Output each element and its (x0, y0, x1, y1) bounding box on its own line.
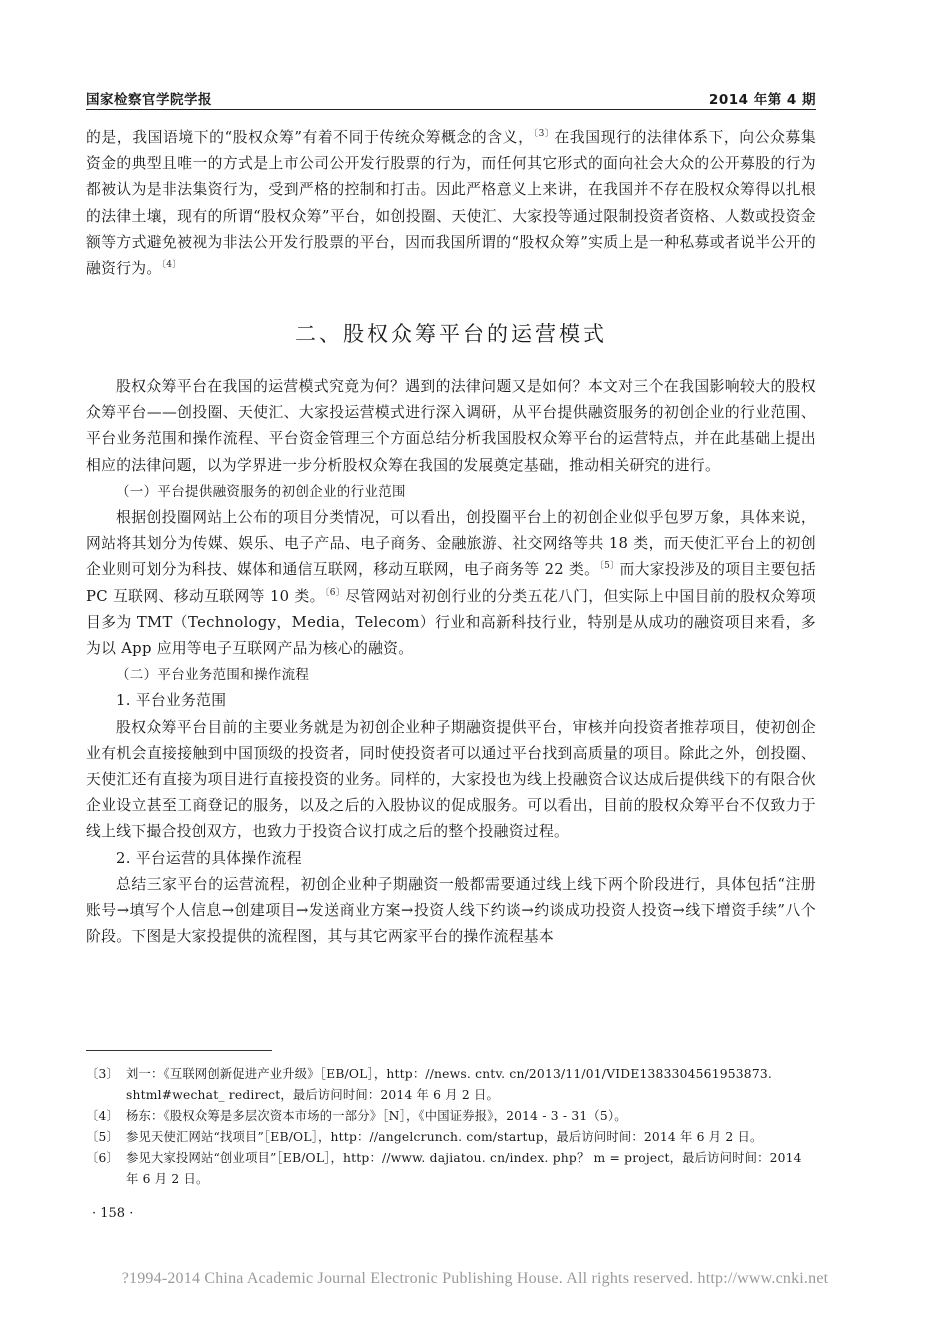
paragraph-process: 总结三家平台的运营流程，初创企业种子期融资一般都需要通过线上线下两个阶段进行，具体包括“注册账号→填写个人信息→创建项目→发送商业方案→投资人线下约谈→约谈成功投资人投资→线下增资手续”八个阶段。下图是大家投提供的流程图，其与其它两家平台的操作流程基本 (86, 875, 816, 946)
copyright-footer: ?1994-2014 China Academic Journal Electronic Publishing House. All rights reserved. http://www.cnki.net (121, 1270, 829, 1287)
paragraph-industry (86, 505, 816, 662)
footnote-ref-3[interactable]: 〔3〕 (533, 129, 555, 140)
footnotes (86, 1064, 816, 1190)
footnote-number: 〔6〕 (86, 1151, 120, 1165)
subheading-platform-business: 1. 平台业务范围 (116, 692, 227, 710)
journal-name: 国家检察官学院学报 (86, 92, 212, 108)
footnote-text: 杨东：《股权众筹是多层次资本市场的一部分》［N］，《中国证券报》，2014 - 3 - 31（5）。 (126, 1109, 627, 1123)
paragraph-overview: 股权众筹平台在我国的运营模式究竟为何？遇到的法律问题又是如何？本文对三个在我国影响较大的股权众筹平台——创投圈、天使汇、大家投运营模式进行深入调研，从平台提供融资服务的初创企业的行业范围、平台业务范围和操作流程、平台资金管理三个方面总结分析我国股权众筹平台的运营特点，并在此基础上提出相应的法律问题，以为学界进一步分析股权众筹在我国的发展奠定基础，推动相关研究的进行。 (86, 378, 816, 474)
footnote-item (86, 1148, 816, 1190)
para1-text-a: 的是，我国语境下的“股权众筹”有着不同于传统众筹概念的含义， (86, 129, 534, 146)
footnote-item (86, 1064, 816, 1106)
footnote-rule (86, 1050, 272, 1051)
para3-text-a: 根据创投圈网站上公布的项目分类情况，可以看出，创投圈平台上的初创企业似乎包罗万象，具体来说，网站将其划分为传媒、娱乐、电子产品、电子商务、金融旅游、社交网络等共 18 类，而天使汇平台上的初创企业则可划分为科技、媒体和通信互联网，移动互联网，电子商务等 22 类。 (86, 509, 816, 579)
footnote-ref-5[interactable]: 〔5〕 (599, 561, 620, 572)
running-header (86, 84, 816, 108)
subheading-industry-scope: （一）平台提供融资服务的初创企业的行业范围 (116, 483, 406, 500)
paragraph-intro (86, 125, 816, 282)
footnote-item (86, 1127, 816, 1148)
paragraph-business: 股权众筹平台目前的主要业务就是为初创企业种子期融资提供平台，审核并向投资者推荐项目，使初创企业有机会直接接触到中国顶级的投资者，同时使投资者可以通过平台找到高质量的项目。除此之外，创投圈、天使汇还有直接为项目进行直接投资的业务。同样的，大家投也为线上投融资合议达成后提供线下的有限合伙企业设立甚至工商登记的服务，以及之后的入股协议的促成服务。可以看出，目前的股权众筹平台不仅致力于线上线下撮合投创双方，也致力于投资合议打成之后的整个投融资过程。 (86, 718, 816, 841)
footnote-text: 参见天使汇网站“找项目”［EB/OL］，http：//angelcrunch. com/startup，最后访问时间：2014 年 6 月 2 日。 (126, 1130, 763, 1144)
para1-text-b: 在我国现行的法律体系下，向公众募集资金的典型且唯一的方式是上市公司公开发行股票的行为，而任何其它形式的面向社会大众的公开募股的行为都被认为是非法集资行为，受到严格的控制和打击。因此严格意义上来讲，在我国并不存在股权众筹得以扎根的法律土壤，现有的所谓“股权众筹”平台，如创投圈、天使汇、大家投等通过限制投资者资格、人数或投资金额等方式避免被视为非法公开发行股票的平台，因而我国所谓的“股权众筹”实质上是一种私募或者说半公开的融资行为。 (86, 129, 816, 278)
main-body (86, 374, 816, 950)
footnote-text: 参见大家投网站“创业项目”［EB/OL］，http：//www. dajiatou. cn/index. php？ m = project，最后访问时间：2014 年 6 月 2 日。 (126, 1151, 802, 1186)
para3-text-c: 尽管网站对初创行业的分类五花八门，但实际上中国目前的股权众筹项目多为 TMT（Technology，Media，Telecom）行业和高新科技行业，特别是从成功的融资项目来看，多为以 App 应用等电子互联网产品为核心的融资。 (86, 587, 816, 658)
footnote-number: 〔5〕 (86, 1130, 120, 1144)
page-number: · 158 · (92, 1206, 134, 1221)
footnote-ref-6[interactable]: 〔6〕 (324, 587, 346, 598)
footnote-number: 〔4〕 (86, 1109, 120, 1123)
subheading-operation-process: 2. 平台运营的具体操作流程 (116, 849, 302, 867)
footnote-item (86, 1106, 816, 1127)
para3-text-b: 而大家投涉及的项目主要包括 PC 互联网、移动互联网等 10 类。 (86, 561, 816, 605)
header-rule (86, 109, 816, 110)
footnote-ref-4[interactable]: 〔4〕 (161, 260, 182, 271)
footnote-number: 〔3〕 (86, 1067, 120, 1081)
subheading-business-scope: （二）平台业务范围和操作流程 (116, 667, 310, 684)
issue-label: 2014 年第 4 期 (708, 92, 816, 108)
section-title: 二、股权众筹平台的运营模式 (295, 322, 607, 346)
footnote-text: 刘一：《互联网创新促进产业升级》［EB/OL］，http：//news. cntv. cn/2013/11/01/VIDE1383304561953873. shtml#wechat_ redirect，最后访问时间：2014 年 6 月 2 日。 (126, 1067, 772, 1102)
